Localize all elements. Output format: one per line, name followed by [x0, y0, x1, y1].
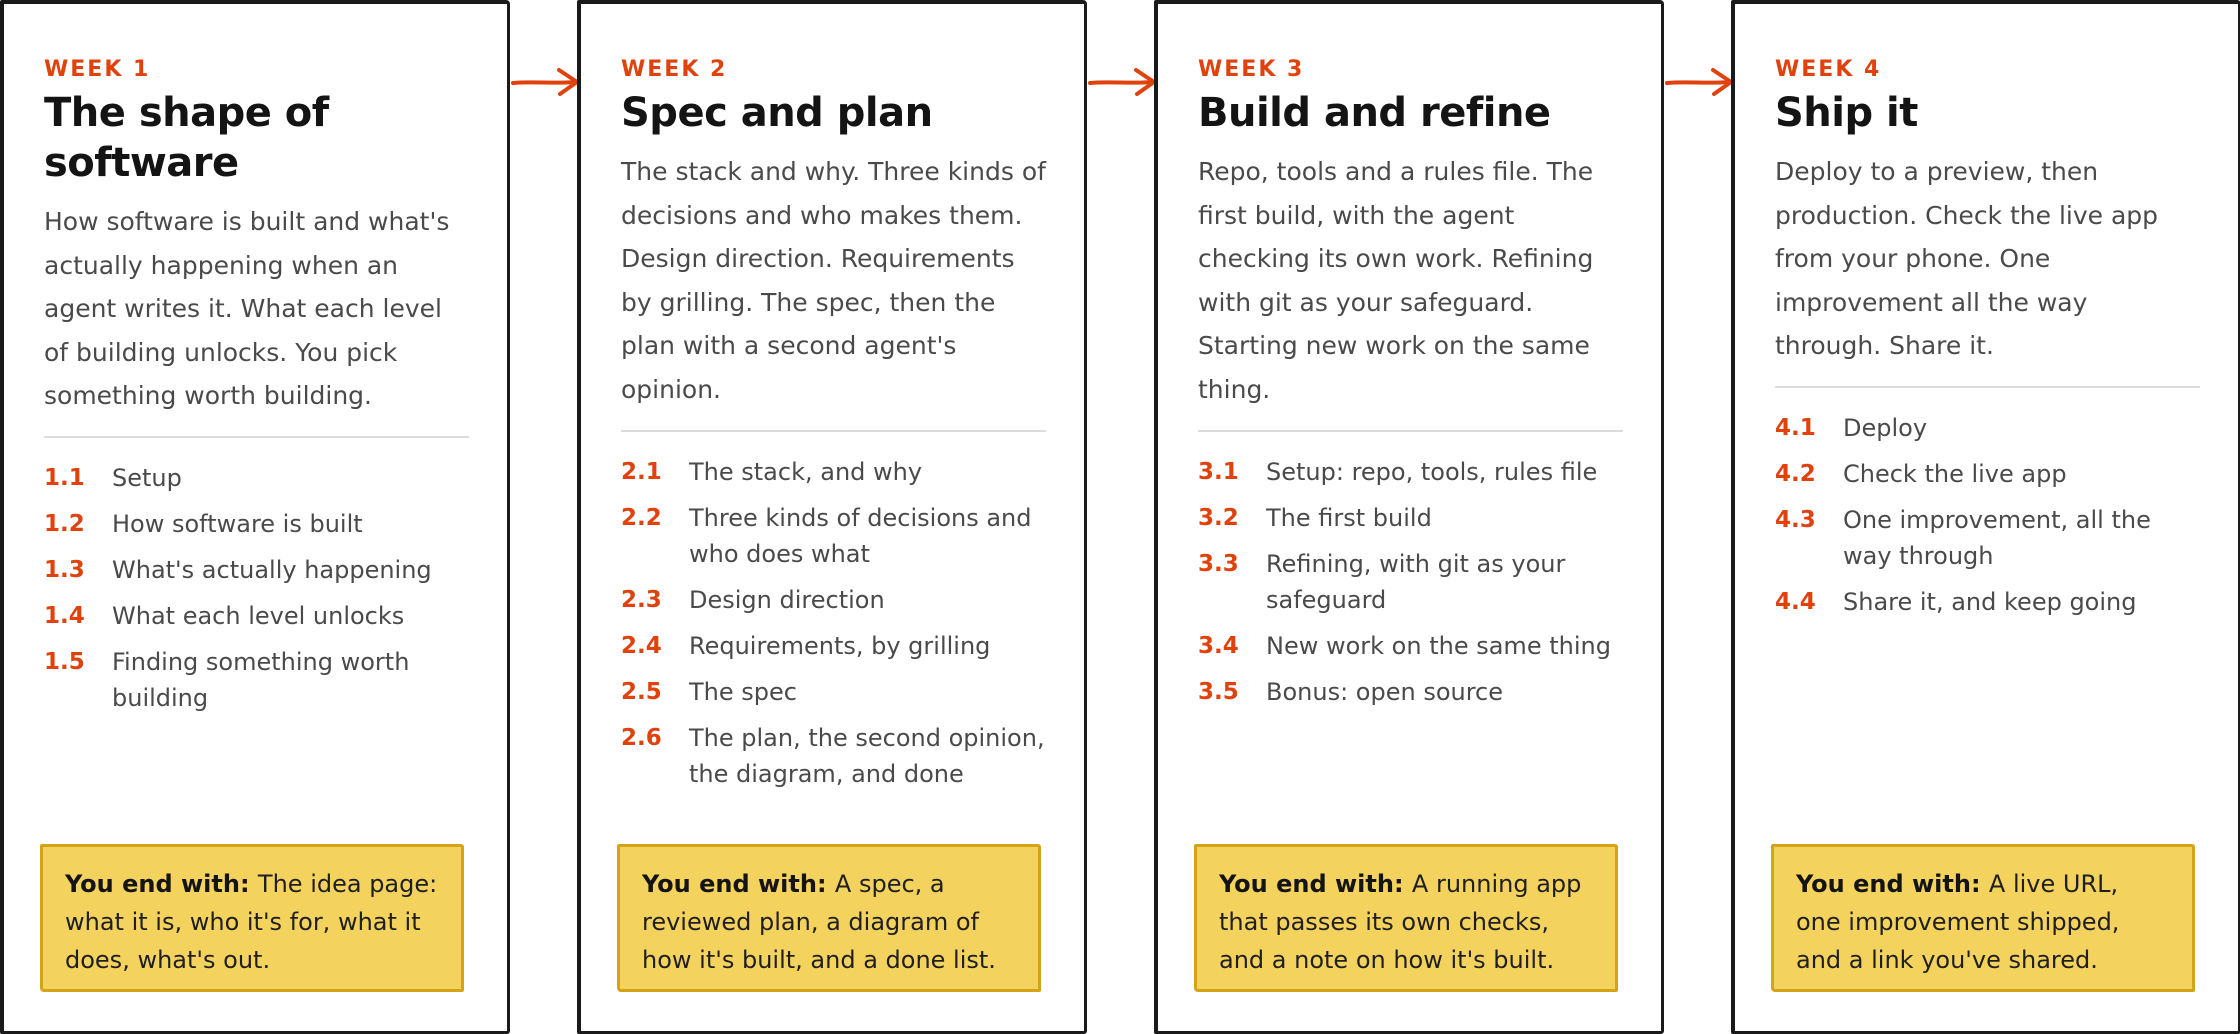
arrow-right-icon [1088, 62, 1158, 102]
lesson-title: Finding something worth building [112, 647, 410, 712]
lesson-number: 4.4 [1775, 588, 1816, 615]
lesson-title: Setup [112, 463, 182, 492]
lesson-item[interactable] [1775, 410, 2200, 446]
week-description: How software is built and what's actually happening when an agent writes it. What each level of building unlocks. You pick something worth building. [44, 207, 450, 411]
lesson-number: 4.1 [1775, 414, 1816, 441]
lesson-item[interactable] [621, 582, 1046, 618]
lesson-item[interactable] [621, 674, 1046, 710]
lesson-title: Requirements, by grilling [689, 631, 991, 660]
lesson-number: 1.5 [44, 648, 85, 675]
outcome-label: You end with: [1796, 870, 1989, 898]
lesson-number: 2.1 [621, 458, 662, 485]
lesson-item[interactable] [1198, 674, 1623, 710]
lesson-title: The first build [1266, 503, 1432, 532]
lesson-title: What's actually happening [112, 555, 432, 584]
lesson-title: New work on the same thing [1266, 631, 1611, 660]
lesson-item[interactable] [621, 628, 1046, 664]
lesson-item[interactable] [1198, 454, 1623, 490]
lesson-item[interactable] [44, 644, 469, 716]
lesson-title: Share it, and keep going [1843, 587, 2137, 616]
lesson-number: 3.5 [1198, 678, 1239, 705]
lesson-list [44, 460, 469, 716]
lesson-item[interactable] [44, 552, 469, 588]
lesson-item[interactable] [1775, 502, 2200, 574]
lesson-title: Design direction [689, 585, 885, 614]
lesson-number: 4.3 [1775, 506, 1816, 533]
lesson-item[interactable] [621, 500, 1046, 572]
week-card-3 [1154, 0, 1664, 1034]
week-title: Build and refine [1198, 90, 1551, 136]
outcome-label: You end with: [642, 870, 835, 898]
lesson-title: One improvement, all the way through [1843, 505, 2151, 570]
week-label: WEEK 4 [1775, 57, 1882, 82]
lesson-number: 3.2 [1198, 504, 1239, 531]
lesson-list [621, 454, 1046, 792]
outcome-box [1194, 844, 1618, 992]
lesson-title: How software is built [112, 509, 363, 538]
lesson-title: The plan, the second opinion, the diagram, and done [689, 723, 1045, 788]
lesson-number: 2.6 [621, 724, 662, 751]
lesson-title: Setup: repo, tools, rules file [1266, 457, 1598, 486]
outcome-label: You end with: [65, 870, 258, 898]
lesson-number: 1.1 [44, 464, 85, 491]
lesson-title: Bonus: open source [1266, 677, 1504, 706]
lesson-item[interactable] [44, 506, 469, 542]
week-label: WEEK 1 [44, 57, 151, 82]
week-card-1 [0, 0, 510, 1034]
divider [44, 436, 469, 438]
lesson-title: What each level unlocks [112, 601, 405, 630]
lesson-title: Check the live app [1843, 459, 2067, 488]
week-title: Spec and plan [621, 90, 933, 136]
outcome-text: A live URL, one improvement shipped, and a link you've shared. [1796, 870, 2120, 974]
arrow-right-icon [511, 62, 581, 102]
lesson-number: 1.3 [44, 556, 85, 583]
lesson-item[interactable] [1775, 584, 2200, 620]
lesson-item[interactable] [44, 460, 469, 496]
outcome-text: A spec, a reviewed plan, a diagram of how it's built, and a done list. [642, 870, 996, 974]
lesson-title: The spec [689, 677, 797, 706]
divider [621, 430, 1046, 432]
week-card-2 [577, 0, 1087, 1034]
lesson-number: 2.5 [621, 678, 662, 705]
outcome-box [1771, 844, 2195, 992]
lesson-number: 1.2 [44, 510, 85, 537]
week-label: WEEK 2 [621, 57, 728, 82]
lesson-list [1775, 410, 2200, 620]
week-label: WEEK 3 [1198, 57, 1305, 82]
outcome-text: A running app that passes its own checks, and a note on how it's built. [1219, 870, 1582, 974]
lesson-item[interactable] [1198, 546, 1623, 618]
week-description: The stack and why. Three kinds of decisions and who makes them. Design direction. Requirements by grilling. The spec, then the plan with a second agent's opinion. [621, 157, 1046, 404]
lesson-title: Deploy [1843, 413, 1928, 442]
lesson-number: 3.4 [1198, 632, 1239, 659]
week-card-content [1775, 56, 2200, 630]
lesson-number: 4.2 [1775, 460, 1816, 487]
lesson-number: 1.4 [44, 602, 85, 629]
lesson-item[interactable] [44, 598, 469, 634]
week-card-content [44, 56, 469, 726]
lesson-number: 2.4 [621, 632, 662, 659]
lesson-title: Refining, with git as your safeguard [1266, 549, 1566, 614]
week-description: Deploy to a preview, then production. Check the live app from your phone. One improvement all the way through. Share it. [1775, 157, 2159, 361]
lesson-number: 2.3 [621, 586, 662, 613]
lesson-title: Three kinds of decisions and who does what [689, 503, 1032, 568]
week-card-4 [1731, 0, 2240, 1034]
lesson-number: 3.3 [1198, 550, 1239, 577]
lesson-list [1198, 454, 1623, 710]
lesson-number: 2.2 [621, 504, 662, 531]
lesson-number: 3.1 [1198, 458, 1239, 485]
lesson-item[interactable] [621, 720, 1046, 792]
arrow-right-icon [1665, 62, 1735, 102]
divider [1775, 386, 2200, 388]
week-title: The shape of software [44, 90, 329, 186]
divider [1198, 430, 1623, 432]
lesson-item[interactable] [1198, 628, 1623, 664]
week-card-content [1198, 56, 1623, 720]
outcome-text: The idea page: what it is, who it's for, what it does, what's out. [65, 870, 438, 974]
lesson-item[interactable] [1198, 500, 1623, 536]
outcome-label: You end with: [1219, 870, 1412, 898]
week-card-content [621, 56, 1046, 802]
lesson-title: The stack, and why [689, 457, 923, 486]
outcome-box [617, 844, 1041, 992]
outcome-box [40, 844, 464, 992]
week-title: Ship it [1775, 90, 1918, 136]
lesson-item[interactable] [621, 454, 1046, 490]
lesson-item[interactable] [1775, 456, 2200, 492]
week-description: Repo, tools and a rules file. The first build, with the agent checking its own work. Refining with git as your safeguard. Starting new work on the same thing. [1198, 157, 1594, 404]
